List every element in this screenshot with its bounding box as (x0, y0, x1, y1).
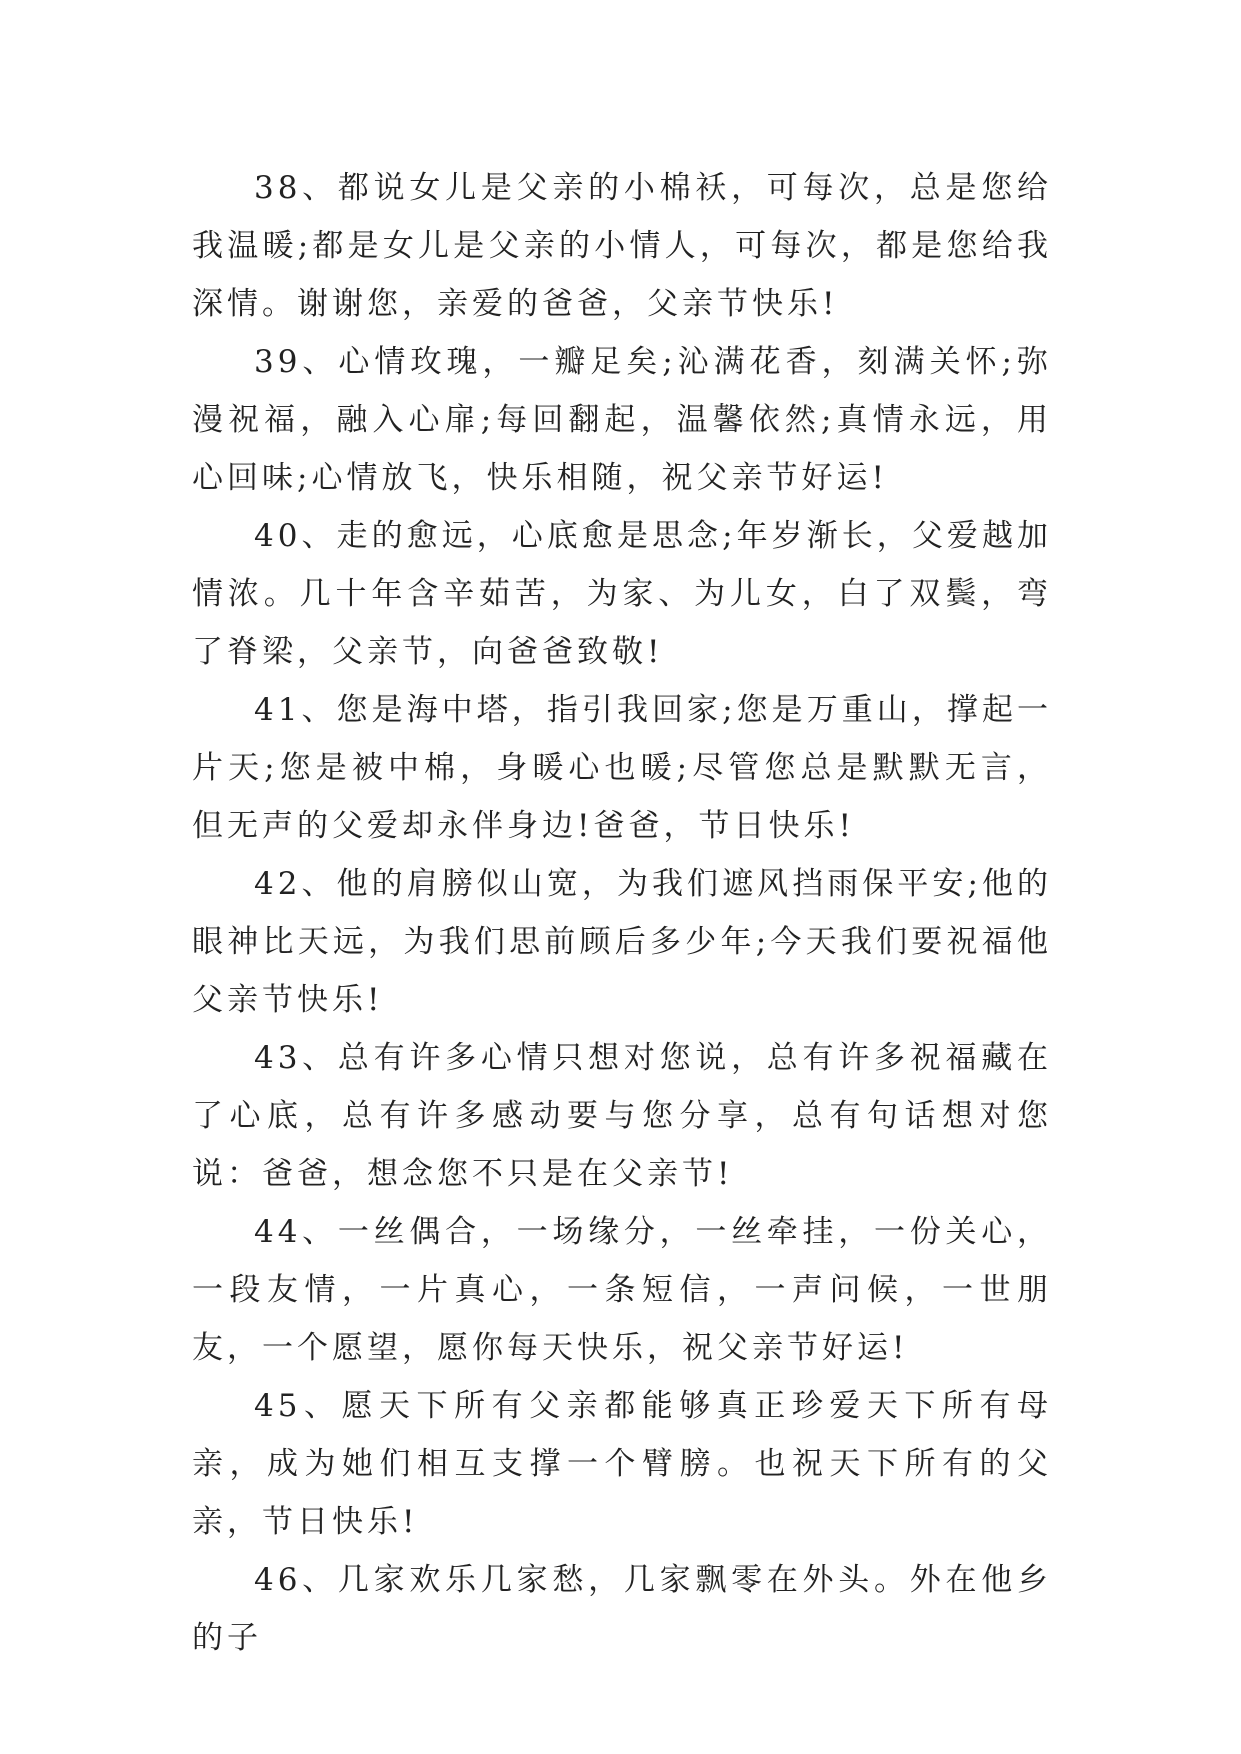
paragraph-38: 38、都说女儿是父亲的小棉袄，可每次，总是您给我温暖;都是女儿是父亲的小情人，可每次，都是您给我深情。谢谢您，亲爱的爸爸，父亲节快乐! (192, 170, 1052, 322)
paragraph-41: 41、您是海中塔，指引我回家;您是万重山，撑起一片天;您是被中棉，身暖心也暖;尽管您总是默默无言，但无声的父爱却永伴身边!爸爸，节日快乐! (192, 692, 1052, 844)
paragraph-40: 40、走的愈远，心底愈是思念;年岁渐长，父爱越加情浓。几十年含辛茹苦，为家、为儿女，白了双鬓，弯了脊梁，父亲节，向爸爸致敬! (192, 518, 1052, 670)
paragraph-39: 39、心情玫瑰，一瓣足矣;沁满花香，刻满关怀;弥漫祝福，融入心扉;每回翻起，温馨依然;真情永远，用心回味;心情放飞，快乐相随，祝父亲节好运! (192, 344, 1052, 496)
document-body (192, 159, 1052, 1667)
paragraph-42: 42、他的肩膀似山宽，为我们遮风挡雨保平安;他的眼神比天远，为我们思前顾后多少年;今天我们要祝福他父亲节快乐! (192, 866, 1052, 1018)
paragraph-43: 43、总有许多心情只想对您说，总有许多祝福藏在了心底，总有许多感动要与您分享，总有句话想对您说：爸爸，想念您不只是在父亲节! (192, 1040, 1052, 1192)
paragraph-44: 44、一丝偶合，一场缘分，一丝牵挂，一份关心，一段友情，一片真心，一条短信，一声问候，一世朋友，一个愿望，愿你每天快乐，祝父亲节好运! (192, 1214, 1052, 1366)
paragraph-46: 46、几家欢乐几家愁，几家飘零在外头。外在他乡的子 (192, 1562, 1052, 1656)
paragraph-45: 45、愿天下所有父亲都能够真正珍爱天下所有母亲，成为她们相互支撑一个臂膀。也祝天下所有的父亲，节日快乐! (192, 1388, 1052, 1540)
